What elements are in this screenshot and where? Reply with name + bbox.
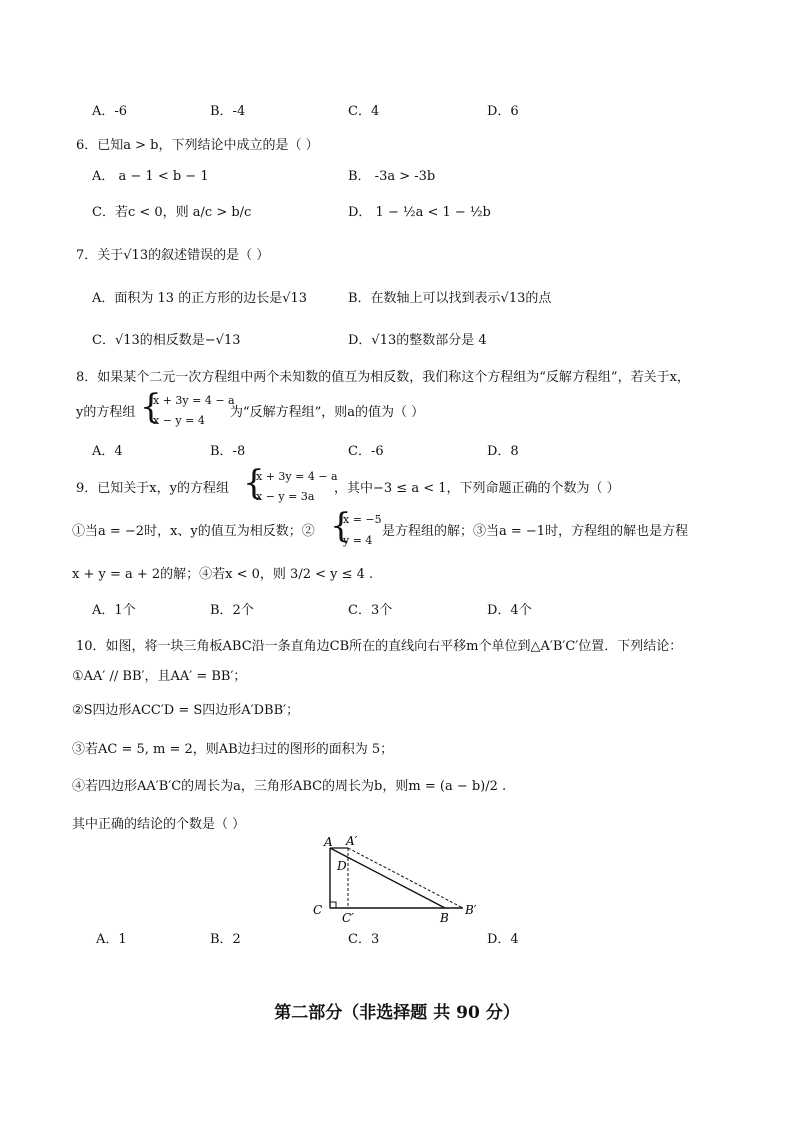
q10-conclusion-3: ③若AC = 5, m = 2，则AB边扫过的图形的面积为 5； [72, 742, 394, 757]
q7-option-d: D．√13的整数部分是 4 [348, 333, 487, 348]
q7-option-a: A．面积为 13 的正方形的边长是√13 [92, 291, 308, 306]
q7-option-c: C．√13的相反数是−√13 [92, 333, 241, 348]
q9-solution-x: x = −5 [343, 513, 382, 526]
q8-stem-line2b: 为“反解方程组”，则a的值为（ ） [230, 405, 425, 420]
q9-stem-b: ，其中−3 ≤ a < 1，下列命题正确的个数为（ ） [334, 481, 620, 496]
q10-stem: 10．如图，将一块三角板ABC沿一条直角边CB所在的直线向右平移m个单位到△A′B′C′位置．下列结论： [76, 639, 683, 654]
q8-stem-line2a: y的方程组 [76, 405, 136, 420]
fig-label-a: A [324, 835, 333, 849]
q9-option-a: A．1个 [92, 603, 136, 618]
fig-label-d: D [337, 859, 347, 873]
q5-option-b: B．-4 [210, 104, 246, 119]
q6-option-a: A． a − 1 < b − 1 [92, 169, 209, 184]
q9-stem-a: 9．已知关于x，y的方程组 [76, 481, 229, 496]
q6-option-c: C．若c < 0，则 a/c > b/c [92, 205, 252, 220]
q10-conclusion-1: ①AA′ // BB′，且AA′ = BB′； [72, 669, 247, 684]
q9-solution-brace: { [330, 506, 352, 546]
q8-equation-1: x + 3y = 4 − a [153, 394, 235, 407]
q10-conclusion-2: ②S四边形ACC′D = S四边形A′DBB′； [72, 703, 300, 718]
fig-label-a-prime: A′ [346, 834, 358, 848]
q7-option-b: B．在数轴上可以找到表示√13的点 [348, 291, 552, 306]
q9-line3: x + y = a + 2的解；④若x < 0，则 3/2 < y ≤ 4 . [72, 567, 374, 582]
q10-option-d: D．4 [487, 932, 519, 947]
q8-option-b: B．-8 [210, 444, 246, 459]
q9-option-b: B．2个 [210, 603, 254, 618]
q9-brace: { [243, 463, 265, 503]
section-title: 第二部分（非选择题 共 90 分） [274, 1003, 520, 1023]
fig-label-c: C [313, 903, 323, 917]
q10-option-c: C．3 [348, 932, 380, 947]
q5-option-d: D．6 [487, 104, 519, 119]
q9-equation-2: x − y = 3a [256, 490, 315, 503]
q9-option-c: C．3个 [348, 603, 393, 618]
q8-equation-2: x − y = 4 [153, 414, 205, 427]
q8-option-a: A．4 [92, 444, 123, 459]
q8-stem-line1: 8．如果某个二元一次方程组中两个未知数的值互为相反数，我们称这个方程组为“反解方程组”，若关于x， [76, 370, 690, 385]
q6-option-d: D． 1 − ½a < 1 − ½b [348, 205, 491, 220]
q9-equation-1: x + 3y = 4 − a [256, 470, 338, 483]
q10-option-b: B．2 [210, 932, 241, 947]
q9-line2a: ①当a = −2时，x、y的值互为相反数；② [72, 524, 315, 539]
q6-stem: 6．已知a > b，下列结论中成立的是（ ） [76, 138, 319, 153]
q8-option-c: C．-6 [348, 444, 384, 459]
fig-label-b: B [440, 911, 449, 924]
q5-option-c: C．4 [348, 104, 380, 119]
q7-stem: 7．关于√13的叙述错误的是（ ） [76, 248, 270, 263]
q9-option-d: D．4个 [487, 603, 532, 618]
q5-option-a: A．-6 [92, 104, 128, 119]
q8-brace: { [140, 387, 162, 427]
fig-label-b-prime: B′ [465, 903, 477, 917]
q10-triangle-figure [300, 832, 500, 924]
q10-question: 其中正确的结论的个数是（ ） [72, 817, 246, 832]
q10-option-a: A．1 [96, 932, 127, 947]
q9-solution-y: y = 4 [343, 534, 373, 547]
q9-line2b: 是方程组的解；③当a = −1时，方程组的解也是方程 [382, 524, 689, 539]
q6-option-b: B． -3a > -3b [348, 169, 436, 184]
fig-label-c-prime: C′ [342, 911, 354, 924]
q8-option-d: D．8 [487, 444, 519, 459]
q10-conclusion-4: ④若四边形AA′B′C的周长为a，三角形ABC的周长为b，则m = (a − b)/2 . [72, 779, 507, 794]
